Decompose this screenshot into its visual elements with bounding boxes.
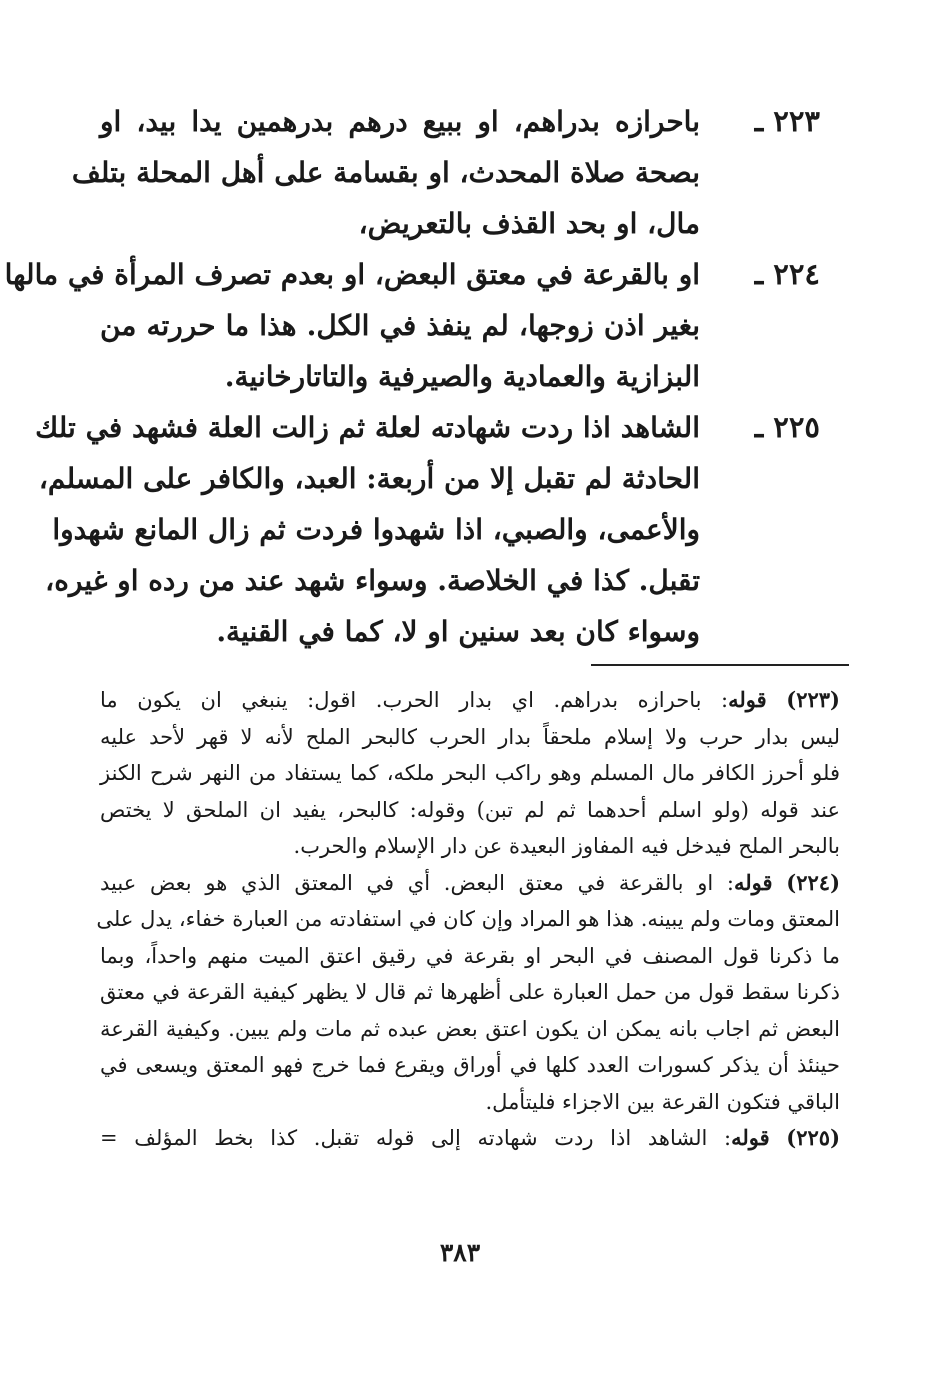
- footnote-keyword: قوله: [731, 1125, 770, 1150]
- footnote-line: بالبحر الملح فيدخل فيه المفاوز البعيدة عن دار الإسلام والحرب.: [293, 834, 840, 858]
- entry-number: ٢٢٣ـ: [754, 104, 820, 138]
- footnote-keyword: قوله: [728, 687, 767, 712]
- footnote-line: الباقي فتكون القرعة بين الاجزاء فليتأمل.: [485, 1089, 840, 1114]
- entry-line: بغير اذن زوجها، لم ينفذ في الكل. هذا ما حررته من: [100, 309, 701, 342]
- footnote-line: عند قوله (ولو اسلم أحدهما ثم لم تبن) وقوله: كالبحر، يفيد ان الملحق لا يختص: [100, 797, 840, 822]
- entry-line: والأعمى، والصبي، اذا شهدوا فردت ثم زال المانع شهدوا: [52, 513, 700, 546]
- entry-225: [35, 402, 820, 657]
- entry-line: الحادثة لم تقبل إلا من أربعة: العبد، والكافر على المسلم،: [38, 462, 700, 495]
- footnote-225: [100, 1120, 840, 1157]
- entry-line: الشاهد اذا ردت شهادته لعلة ثم زالت العلة فشهد في تلك: [35, 411, 700, 444]
- footnote-keyword: قوله: [734, 869, 773, 895]
- footnote-line: (٢٢٣) قوله: باحرازه بدراهم. اي بدار الحرب. اقول: ينبغي ان يكون ما: [100, 687, 840, 712]
- entry-224: [4, 249, 820, 402]
- footnote-ref: (٢٢٣): [786, 687, 840, 712]
- entry-line: او بالقرعة في معتق البعض، او بعدم تصرف المرأة في مالها: [4, 258, 700, 291]
- entry-line: مال، او بحد القذف بالتعريض،: [358, 207, 700, 240]
- footnote-ref: (٢٢٤): [786, 869, 840, 895]
- footnote-line: البعض ثم اجاب بانه يمكن ان يكون اعتق بعض عبده ثم مات ولم يبين. وكيفية القرعة: [100, 1016, 840, 1041]
- footnote-line: ليس بدار حرب ولا إسلام ملحقاً بدار الحرب كالبحر الملح لأنه لا قهر لأحد عليه: [100, 724, 840, 749]
- footnote-ref: (٢٢٥): [786, 1125, 840, 1150]
- footnote-line: (٢٢٥) قوله: الشاهد اذا ردت شهادته إلى قوله تقبل. كذا بخط المؤلف =: [100, 1125, 840, 1150]
- footnote-separator: [591, 664, 849, 666]
- entry-line: باحرازه بدراهم، او ببيع درهم بدرهمين يدا بيد، او: [100, 105, 700, 138]
- entry-line: وسواء كان بعد سنين او لا، كما في القنية.: [216, 615, 700, 648]
- footnote-223: [100, 682, 840, 865]
- entry-223: [71, 96, 820, 249]
- entry-number: ٢٢٥ـ: [754, 410, 820, 444]
- entry-number: ٢٢٤ـ: [754, 257, 820, 291]
- footnote-line: (٢٢٤) قوله: او بالقرعة في معتق البعض. أي في المعتق الذي هو بعض عبيد: [100, 869, 840, 895]
- page-number: ٣٨٣: [439, 1238, 481, 1267]
- footnote-224: [96, 865, 840, 1121]
- footnote-line: ذكرنا سقط قول من حمل العبارة على أظهرها ثم قال لا يظهر كيفية القرعة في معتق: [100, 980, 840, 1004]
- entry-line: بصحة صلاة المحدث، او بقسامة على أهل المحلة بتلف: [71, 156, 700, 189]
- footnote-line: حينئذ أن يذكر كسورات العدد كلها في أوراق ويقرع فما خرج فهو المعتق ويسعى في: [100, 1053, 840, 1077]
- main-text: [4, 96, 820, 657]
- footnote-line: المعتق ومات ولم يبينه. هذا هو المراد وإن كان في استفادته من العبارة خفاء، يدل على: [96, 907, 840, 931]
- entry-line: البزازية والعمادية والصيرفية والتاتارخانية.: [224, 360, 700, 393]
- footnote-line: ما ذكرنا قول المصنف في البحر او بقرعة في رقيق اعتق الميت منهم واحداً، وبما: [100, 943, 840, 968]
- entry-line: تقبل. كذا في الخلاصة. وسواء شهد عند من رده او غيره،: [45, 564, 700, 597]
- footnote-line: فلو أحرز الكافر مال المسلم وهو راكب البحر ملكه، كما يستفاد من النهر شرح الكنز: [100, 761, 840, 785]
- footnotes: [96, 682, 840, 1157]
